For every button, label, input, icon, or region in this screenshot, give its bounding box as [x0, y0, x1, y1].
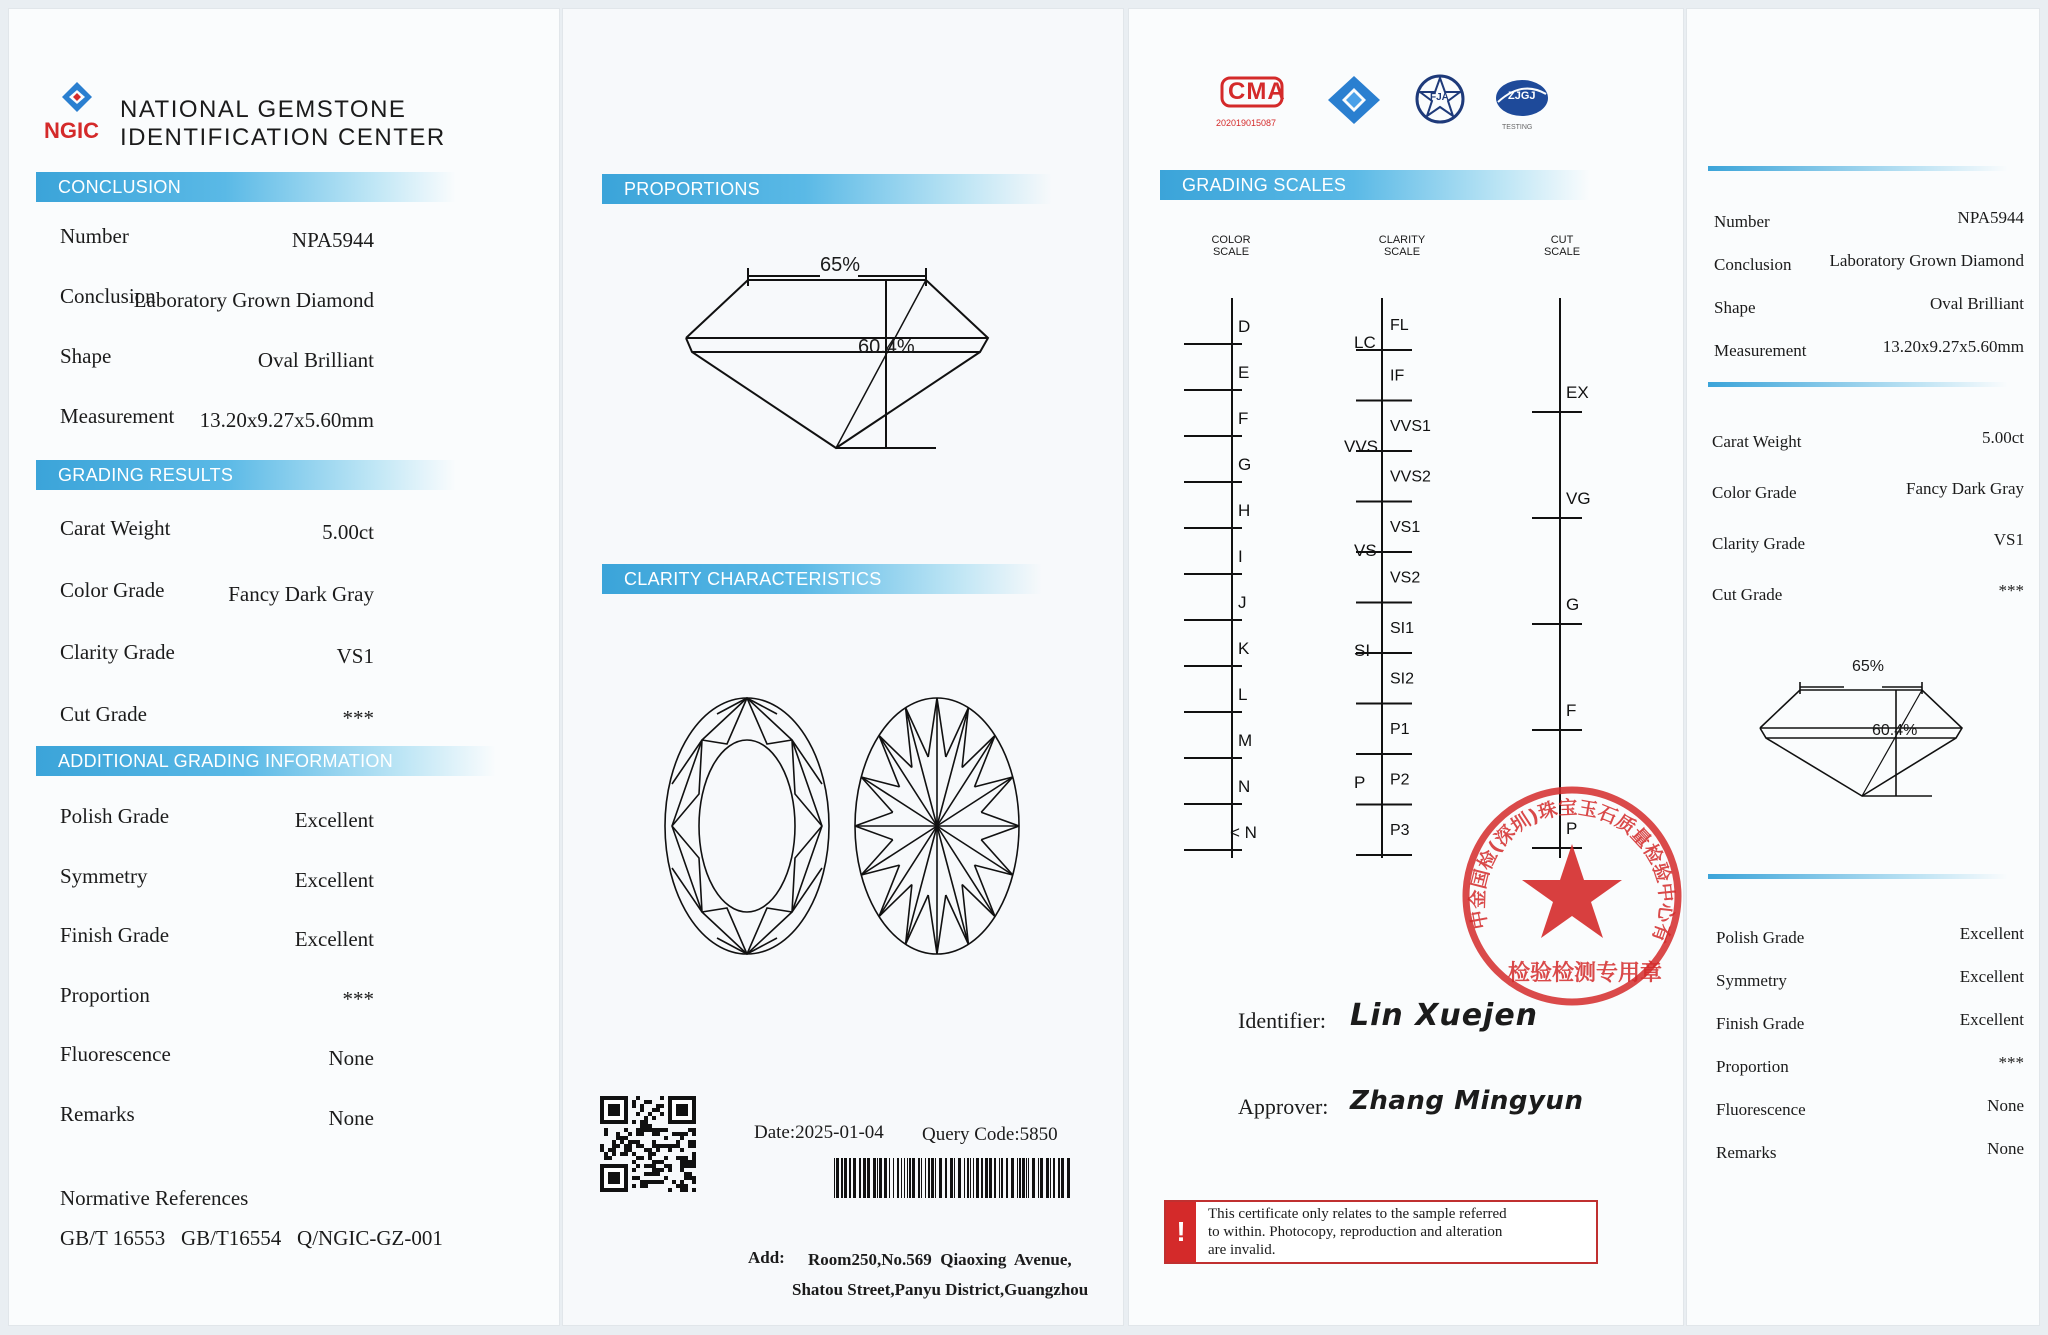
color-grade-tick: F — [1238, 409, 1249, 428]
cut-grade-tick: F — [1566, 701, 1577, 720]
cut-grade-tick: G — [1566, 595, 1580, 614]
clarity-group-label: VVS — [1344, 437, 1379, 456]
summary-depth-percent: 60.4% — [1872, 722, 1918, 739]
clarity-grade-tick: P3 — [1390, 822, 1410, 839]
color-scale-title-1: COLOR — [1211, 234, 1251, 246]
field-value: Excellent — [294, 927, 374, 951]
field-value: None — [1987, 1096, 2024, 1115]
field-label: Polish Grade — [1716, 928, 1805, 947]
clarity-group-label: P — [1354, 773, 1366, 792]
field-value: *** — [1998, 581, 2024, 600]
field-value: Excellent — [294, 808, 374, 832]
qr-code-icon — [600, 1096, 696, 1192]
color-grade-tick: I — [1238, 547, 1243, 566]
color-grade-tick: E — [1238, 363, 1250, 382]
field-label: Carat Weight — [1712, 432, 1802, 451]
clarity-grade-tick: VVS1 — [1390, 418, 1431, 435]
clarity-scale-title-1: CLARITY — [1378, 234, 1426, 246]
color-grade-tick: K — [1238, 639, 1250, 658]
field-value: None — [328, 1046, 374, 1070]
clarity-grade-tick: FL — [1390, 317, 1409, 334]
field-label: Symmetry — [60, 863, 148, 888]
field-value: 5.00ct — [322, 520, 374, 544]
field-label: Conclusion — [60, 284, 156, 308]
oval-crown-diagram — [662, 694, 832, 958]
field-label: Carat Weight — [60, 516, 171, 540]
clarity-grade-tick: SI1 — [1390, 620, 1415, 637]
svg-text:中金国检(深圳)珠宝玉石质量检验中心有限公司广州分公司: 中金国检(深圳)珠宝玉石质量检验中心有限公司广州分公司 — [1450, 767, 1678, 946]
color-grade-tick: N — [1238, 777, 1251, 796]
field-value: *** — [342, 986, 374, 1011]
color-grade-tick: D — [1238, 317, 1251, 336]
approver-signature: Zhang Mingyun — [1350, 1086, 1584, 1116]
color-grade-tick: M — [1238, 731, 1253, 750]
testing-text: TESTING — [1502, 124, 1533, 131]
clarity-characteristics-header: CLARITY CHARACTERISTICS — [602, 564, 1042, 594]
field-value: None — [328, 1105, 374, 1130]
field-value: *** — [1998, 1053, 2024, 1072]
clarity-grade-tick: VS1 — [1390, 519, 1421, 536]
notice-line1: This certificate only relates to the sample referred — [1208, 1206, 1507, 1222]
summary-divider-top — [1708, 166, 2008, 171]
clarity-group-label: LC — [1354, 333, 1376, 352]
field-value: Laboratory Grown Diamond — [133, 288, 374, 312]
field-value: NPA5944 — [291, 228, 374, 252]
color-grade-tick: G — [1238, 455, 1252, 474]
cma-text: CMA — [1228, 78, 1286, 105]
field-value: Excellent — [1959, 1010, 2024, 1029]
field-value: 13.20x9.27x5.60mm — [199, 408, 374, 432]
field-value: VS1 — [336, 644, 374, 668]
notice-line3: are invalid. — [1208, 1242, 1276, 1258]
zjgj-text: ZJGJ — [1508, 90, 1536, 102]
field-label: Remarks — [1716, 1143, 1777, 1162]
cma-number: 202019015087 — [1216, 118, 1277, 128]
org-name-line2: IDENTIFICATION CENTER — [120, 124, 446, 151]
field-label: Finish Grade — [1716, 1014, 1805, 1033]
cut-grade-tick: EX — [1566, 383, 1589, 402]
field-label: Number — [1714, 212, 1770, 231]
grading-scales-chart — [1128, 8, 1684, 908]
grading-scales-header: GRADING SCALES — [1160, 170, 1590, 200]
field-value: Oval Brilliant — [1930, 294, 2024, 313]
summary-proportion-diagram — [1756, 672, 1976, 806]
field-label: Cut Grade — [1712, 585, 1783, 604]
field-value: Fancy Dark Gray — [228, 582, 374, 606]
clarity-grade-tick: VS2 — [1390, 569, 1421, 587]
clarity-grade-tick: P2 — [1390, 771, 1410, 789]
barcode-icon — [834, 1158, 1074, 1198]
conclusion-panel — [8, 8, 560, 1326]
logo-short: NGIC — [44, 118, 99, 143]
summary-table-percent: 65% — [1852, 658, 1885, 675]
field-value: *** — [342, 706, 374, 730]
field-value: 5.00ct — [1981, 428, 2024, 447]
clarity-grade-tick: IF — [1390, 367, 1405, 385]
org-name-line1: NATIONAL GEMSTONE — [120, 96, 407, 123]
identifier-label: Identifier: — [1238, 1008, 1326, 1033]
approver-label: Approver: — [1238, 1094, 1329, 1119]
warning-icon: ! — [1166, 1202, 1196, 1262]
clarity-grade-tick: VVS2 — [1390, 468, 1431, 486]
color-scale-title-2: SCALE — [1212, 246, 1250, 258]
summary-divider-mid — [1708, 382, 2008, 387]
field-label: Fluorescence — [60, 1042, 171, 1066]
address-line1: Room250,No.569 Qiaoxing Avenue, — [808, 1250, 1072, 1269]
fja-text: FJA — [1430, 92, 1449, 103]
proportions-panel — [562, 8, 1124, 1326]
field-label: Polish Grade — [60, 804, 170, 828]
field-label: Clarity Grade — [1712, 534, 1805, 553]
field-label: Measurement — [1714, 341, 1807, 360]
field-label: Clarity Grade — [60, 640, 175, 664]
color-grade-tick: L — [1238, 685, 1248, 704]
proportion-diagram — [680, 244, 1000, 464]
field-label: Fluorescence — [1716, 1100, 1806, 1119]
grading-results-header: GRADING RESULTS — [36, 460, 456, 490]
clarity-group-label: SI — [1354, 641, 1371, 660]
field-label: Symmetry — [1716, 971, 1787, 990]
cut-grade-tick: VG — [1566, 489, 1591, 508]
field-label: Color Grade — [1712, 483, 1797, 502]
color-grade-tick: H — [1238, 501, 1251, 520]
address-line2: Shatou Street,Panyu District,Guangzhou — [792, 1280, 1089, 1299]
field-label: Proportion — [60, 982, 150, 1007]
clarity-group-label: VS — [1354, 541, 1377, 560]
field-label: Shape — [60, 344, 112, 368]
field-value: Laboratory Grown Diamond — [1829, 251, 2024, 270]
field-value: None — [1987, 1139, 2024, 1158]
clarity-scale-title-2: SCALE — [1383, 246, 1421, 258]
field-value: NPA5944 — [1957, 208, 2024, 227]
field-label: Number — [60, 224, 129, 248]
proportions-header: PROPORTIONS — [602, 174, 1052, 204]
field-label: Remarks — [60, 1101, 135, 1126]
notice-line2: to within. Photocopy, reproduction and alteration — [1208, 1224, 1503, 1240]
query-code: Query Code:5850 — [922, 1124, 1058, 1145]
field-label: Measurement — [60, 404, 175, 428]
grading-scales-panel — [1128, 8, 1684, 1326]
field-label: Color Grade — [60, 578, 165, 602]
cut-grade-tick: P — [1566, 819, 1578, 838]
color-grade-tick: < N — [1230, 823, 1257, 842]
normative-refs: GB/T 16553 GB/T16554 Q/NGIC-GZ-001 — [60, 1226, 443, 1250]
cut-scale-title-1: CUT — [1550, 234, 1574, 246]
field-value: Fancy Dark Gray — [1905, 479, 2024, 498]
field-value: Excellent — [1959, 924, 2024, 943]
field-value: Excellent — [1959, 967, 2024, 986]
field-label: Cut Grade — [60, 702, 147, 726]
color-grade-tick: J — [1238, 593, 1247, 612]
address-label: Add: — [748, 1248, 785, 1267]
field-label: Conclusion — [1714, 255, 1792, 274]
field-value: VS1 — [1993, 530, 2024, 549]
field-label: Proportion — [1716, 1057, 1789, 1076]
field-label: Shape — [1714, 298, 1756, 317]
depth-percent: 60.4% — [858, 336, 915, 358]
identifier-signature: Lin Xuejen — [1350, 998, 1539, 1033]
notice-box — [1164, 1200, 1598, 1264]
field-label: Finish Grade — [60, 923, 170, 947]
summary-panel — [1686, 8, 2040, 1326]
summary-divider-bottom — [1708, 874, 2008, 879]
field-value: Excellent — [294, 867, 374, 892]
report-date: Date:2025-01-04 — [754, 1122, 884, 1143]
seal-bottom-text: 检验检测专用章 — [1508, 961, 1663, 986]
cut-scale-title-2: SCALE — [1543, 246, 1581, 258]
clarity-grade-tick: P1 — [1390, 721, 1410, 738]
oval-pavilion-diagram — [852, 694, 1022, 958]
table-percent: 65% — [820, 254, 861, 276]
normative-title: Normative References — [60, 1186, 249, 1210]
field-value: 13.20x9.27x5.60mm — [1882, 337, 2024, 356]
field-value: Oval Brilliant — [257, 348, 374, 372]
conclusion-header: CONCLUSION — [36, 172, 456, 202]
additional-info-header: ADDITIONAL GRADING INFORMATION — [36, 746, 496, 776]
clarity-grade-tick: SI2 — [1390, 670, 1415, 688]
